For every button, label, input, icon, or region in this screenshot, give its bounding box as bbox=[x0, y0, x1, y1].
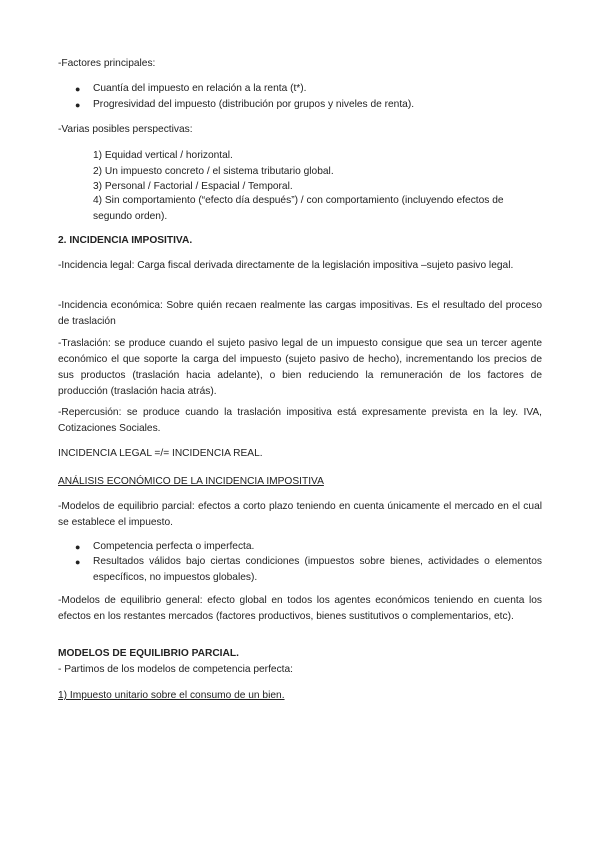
paragraph-repercusion: -Repercusión: se produce cuando la traslación impositiva está expresamente prevista en la ley. IVA, Cotizaciones Sociales. bbox=[58, 407, 542, 434]
section-title-modelos: MODELOS DE EQUILIBRIO PARCIAL. bbox=[58, 648, 239, 659]
list-item: 3) Personal / Factorial / Espacial / Temporal. bbox=[93, 181, 293, 192]
incidencia-legal-vs-real: INCIDENCIA LEGAL =/= INCIDENCIA REAL. bbox=[58, 448, 263, 459]
modelos-subtitle: 1) Impuesto unitario sobre el consumo de un bien. bbox=[58, 690, 285, 701]
list-item: 4) Sin comportamiento (“efecto día después”) / con comportamiento (incluyendo efectos de segundo orden). bbox=[93, 195, 504, 222]
paragraph-equilibrio-parcial: -Modelos de equilibrio parcial: efectos a corto plazo teniendo en cuenta únicamente el mercado en el cual se establece el impuesto. bbox=[58, 501, 542, 528]
bullet-icon: ● bbox=[75, 542, 81, 552]
list-item: 2) Un impuesto concreto / el sistema tributario global. bbox=[93, 166, 334, 177]
list-item: ● Progresividad del impuesto (distribución por grupos y niveles de renta). bbox=[93, 97, 542, 113]
section-title-incidencia: 2. INCIDENCIA IMPOSITIVA. bbox=[58, 235, 193, 246]
list-item: 1) Equidad vertical / horizontal. bbox=[93, 150, 233, 161]
bullet-icon: ● bbox=[75, 557, 81, 567]
paragraph-incidencia-economica: -Incidencia económica: Sobre quién recaen realmente las cargas impositivas. Es el resultado del proceso de traslación bbox=[58, 300, 542, 327]
paragraph-equilibrio-general: -Modelos de equilibrio general: efecto global en todos los agentes económicos teniendo en cuenta los efectos en los restantes mercados (factores productivos, bienes sustitutivos o complementarios, etc). bbox=[58, 595, 542, 622]
modelos-intro: - Partimos de los modelos de competencia perfecta: bbox=[58, 664, 293, 675]
list-item: ● Cuantía del impuesto en relación a la renta (t*). bbox=[93, 81, 542, 97]
list-item: ● Resultados válidos bajo ciertas condiciones (impuestos sobre bienes, actividades o elementos específicos, no impuestos globales). bbox=[75, 556, 542, 583]
factores-heading: -Factores principales: bbox=[58, 58, 156, 69]
bullet-icon: ● bbox=[75, 100, 81, 110]
bullet-icon: ● bbox=[75, 84, 81, 94]
perspectivas-heading: -Varias posibles perspectivas: bbox=[58, 124, 193, 135]
list-item: ● Competencia perfecta o imperfecta. bbox=[93, 539, 542, 555]
section-title-analisis: ANÁLISIS ECONÓMICO DE LA INCIDENCIA IMPOSITIVA bbox=[58, 476, 324, 487]
paragraph-traslacion: -Traslación: se produce cuando el sujeto pasivo legal de un impuesto consigue que sea un tercer agente económico el que soporte la carga del impuesto (sujeto pasivo de hecho), incrementando los precios de sus productos (traslación hacia adelante), o bien reduciendo la remuneración de los factores de producción (traslación hacia atrás). bbox=[58, 338, 542, 397]
paragraph-incidencia-legal: -Incidencia legal: Carga fiscal derivada directamente de la legislación impositiva –sujeto pasivo legal. bbox=[58, 260, 514, 271]
